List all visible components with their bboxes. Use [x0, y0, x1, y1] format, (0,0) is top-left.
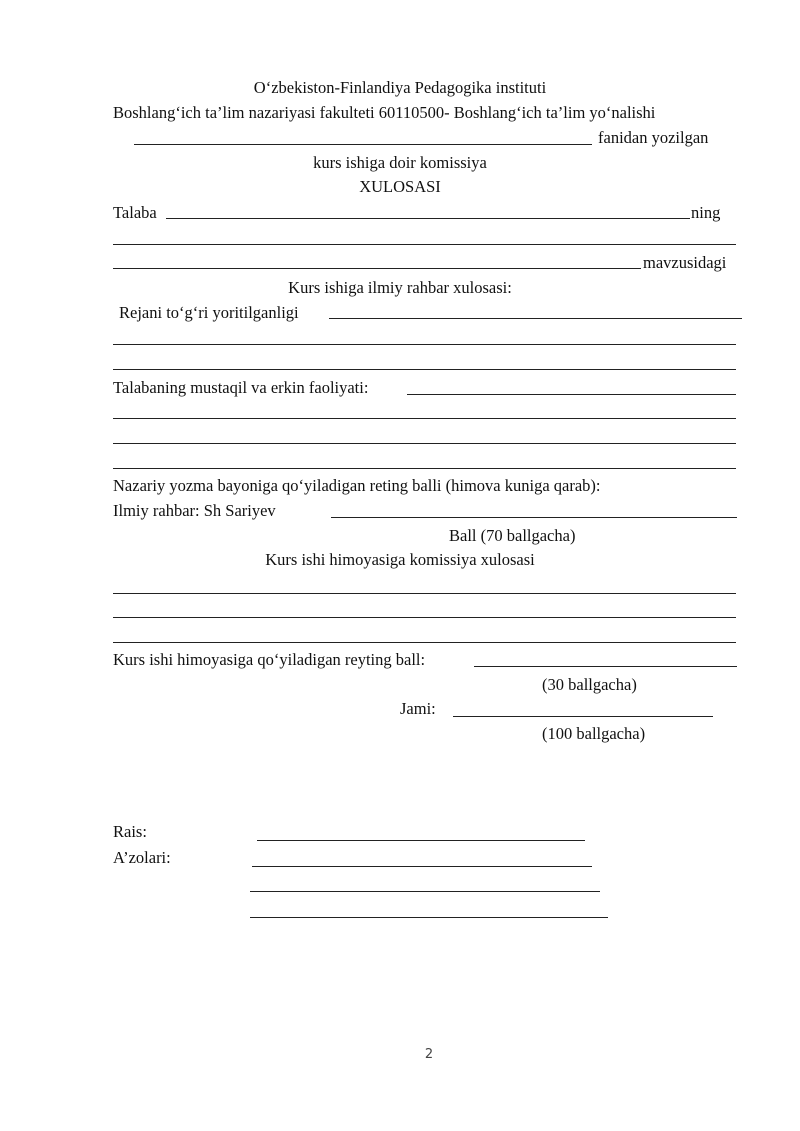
- student-label: Talaba: [113, 203, 157, 222]
- member-signature-line-3[interactable]: [250, 917, 608, 918]
- member-signature-line-1[interactable]: [252, 866, 592, 867]
- chair-signature-line[interactable]: [257, 840, 585, 841]
- activity-blank-2[interactable]: [113, 418, 736, 419]
- activity-label: Talabaning mustaqil va erkin faoliyati:: [113, 378, 369, 397]
- plan-blank[interactable]: [329, 318, 742, 319]
- total-blank[interactable]: [453, 716, 713, 717]
- defense-score-label: Kurs ishi himoyasiga qo‘yiladigan reyting ball:: [113, 650, 426, 669]
- commission-blank-3[interactable]: [113, 642, 736, 643]
- topic-suffix: mavzusidagi: [643, 253, 727, 272]
- defense-score-blank[interactable]: [474, 666, 737, 667]
- score-max: Ball (70 ballgacha): [449, 526, 576, 545]
- activity-blank-4[interactable]: [113, 468, 736, 469]
- plan-blank-3[interactable]: [113, 369, 736, 370]
- advisor-score-blank[interactable]: [331, 517, 737, 518]
- supervisor-heading: Kurs ishiga ilmiy rahbar xulosasi:: [288, 278, 512, 297]
- faculty-line: Boshlang‘ich ta’lim nazariyasi fakulteti 60110500- Boshlang‘ich ta’lim yo‘nalishi: [113, 103, 656, 122]
- student-suffix: ning: [691, 203, 721, 222]
- commission-blank-2[interactable]: [113, 617, 736, 618]
- total-label: Jami:: [400, 699, 436, 718]
- document-title: XULOSASI: [359, 177, 441, 196]
- institute-name: O‘zbekiston-Finlandiya Pedagogika instituti: [253, 78, 547, 97]
- chair-label: Rais:: [113, 822, 147, 841]
- defense-max: (30 ballgacha): [542, 675, 637, 694]
- commission-heading: Kurs ishi himoyasiga komissiya xulosasi: [265, 550, 535, 569]
- members-label: A’zolari:: [113, 848, 171, 867]
- topic-blank-1[interactable]: [113, 244, 736, 245]
- activity-blank-3[interactable]: [113, 443, 736, 444]
- total-max: (100 ballgacha): [542, 724, 646, 743]
- plan-label: Rejani to‘g‘ri yoritilganligi: [119, 303, 299, 322]
- plan-blank-2[interactable]: [113, 344, 736, 345]
- member-signature-line-2[interactable]: [250, 891, 600, 892]
- activity-blank[interactable]: [407, 394, 736, 395]
- score-label: Nazariy yozma bayoniga qo‘yiladigan reting balli (himova kuniga qarab):: [113, 476, 601, 495]
- advisor-label: Ilmiy rahbar: Sh Sariyev: [113, 501, 276, 520]
- commission-line: kurs ishiga doir komissiya: [313, 153, 487, 172]
- commission-blank-1[interactable]: [113, 593, 736, 594]
- page-number: 2: [424, 1047, 434, 1062]
- topic-blank-2[interactable]: [113, 268, 641, 269]
- subject-blank[interactable]: [134, 144, 592, 145]
- subject-suffix: fanidan yozilgan: [598, 128, 709, 147]
- student-name-blank[interactable]: [166, 218, 690, 219]
